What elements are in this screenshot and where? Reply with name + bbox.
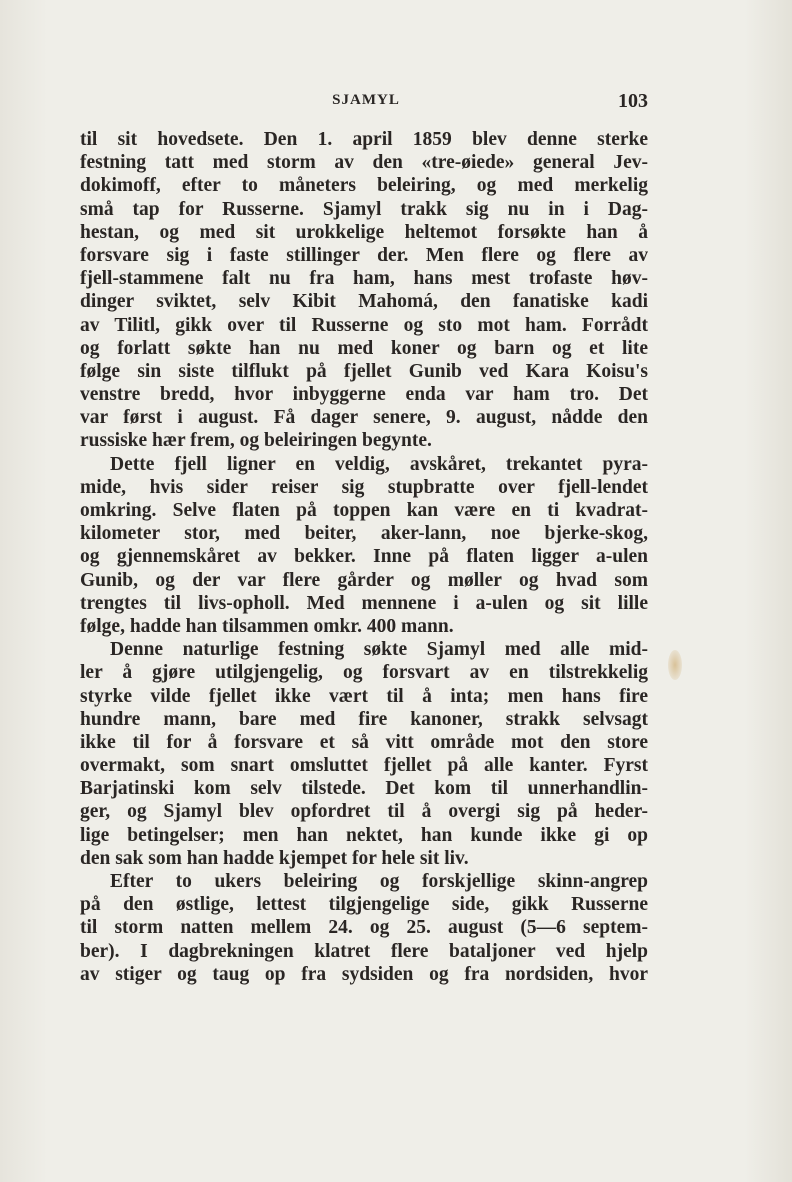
text-line: dinger sviktet, selv Kibit Mahomá, den fanatiske kadi — [80, 291, 648, 313]
text-line: følge, hadde han tilsammen omkr. 400 mann. — [80, 615, 454, 637]
text-line: til sit hovedsete. Den 1. april 1859 blev denne sterke — [80, 129, 648, 150]
text-line: ikke til for å forsvare et så vitt område mot den store — [80, 731, 648, 753]
text-line: og gjennemskåret av bekker. Inne på flaten ligger a-ulen — [80, 546, 648, 568]
text-line: av Tilitl, gikk over til Russerne og sto mot ham. Forrådt — [80, 314, 648, 336]
text-line: hundre mann, bare med fire kanoner, strakk selvsagt — [80, 708, 648, 730]
text-line: forsvare sig i faste stillinger der. Men flere og flere av — [80, 244, 648, 266]
text-line: til storm natten mellem 24. og 25. august (5—6 septem- — [80, 917, 648, 939]
text-line: små tap for Russerne. Sjamyl trakk sig nu in i Dag- — [80, 198, 648, 220]
text-line: Dette fjell ligner en veldig, avskåret, trekantet pyra- — [110, 453, 648, 475]
text-line: kilometer stor, med beiter, aker-lann, noe bjerke-skog, — [80, 523, 648, 545]
running-head: SJAMYL — [332, 92, 400, 108]
text-line: mide, hvis sider reiser sig stupbratte over fjell-lendet — [80, 476, 648, 498]
text-line: av stiger og taug op fra sydsiden og fra nordsiden, hvor — [80, 963, 648, 985]
text-line: trengtes til livs-opholl. Med mennene i a-ulen og sit lille — [80, 592, 648, 614]
text-line: på den østlige, lettest tilgjengelige side, gikk Russerne — [80, 894, 648, 916]
text-line: fjell-stammene falt nu fra ham, hans mest trofaste høv- — [80, 268, 648, 290]
text-line: styrke vilde fjellet ikke vært til å inta; men hans fire — [80, 685, 648, 707]
body-text — [80, 128, 648, 986]
text-line: Barjatinski kom selv tilstede. Det kom til unnerhandlin- — [80, 778, 648, 800]
text-line: følge sin siste tilflukt på fjellet Gunib ved Kara Koisu's — [80, 360, 648, 382]
text-line: ber). I dagbrekningen klatret flere bataljoner ved hjelp — [80, 940, 648, 962]
text-line: Gunib, og der var flere gårder og møller og hvad som — [80, 569, 648, 591]
page-header — [80, 90, 652, 120]
text-line: lige betingelser; men han nektet, han kunde ikke gi op — [80, 824, 648, 846]
text-line: Efter to ukers beleiring og forskjellige skinn-angrep — [110, 871, 648, 892]
text-line: Denne naturlige festning søkte Sjamyl med alle mid- — [110, 639, 648, 661]
text-line: russiske hær frem, og beleiringen begynte. — [80, 430, 432, 452]
page-number: 103 — [618, 90, 648, 112]
text-line: ger, og Sjamyl blev opfordret til å overgi sig på heder- — [80, 801, 648, 823]
text-line: var først i august. Få dager senere, 9. august, nådde den — [80, 407, 648, 429]
text-line: den sak som han hadde kjempet for hele sit liv. — [80, 847, 469, 869]
paper-stain — [668, 650, 682, 680]
text-line: ler å gjøre utilgjengelig, og forsvart av en tilstrekkelig — [80, 662, 648, 684]
text-line: overmakt, som snart omsluttet fjellet på alle kanter. Fyrst — [80, 755, 648, 777]
text-line: hestan, og med sit urokkelige heltemot forsøkte han å — [80, 221, 648, 243]
text-line: og forlatt søkte han nu med koner og barn og et lite — [80, 337, 648, 359]
text-line: dokimoff, efter to måneters beleiring, og med merkelig — [80, 175, 648, 197]
text-line: venstre bredd, hvor inbyggerne enda var ham tro. Det — [80, 384, 648, 406]
text-line: omkring. Selve flaten på toppen kan være en ti kvadrat- — [80, 500, 648, 521]
text-line: festning tatt med storm av den «tre-øiede» general Jev- — [80, 152, 648, 174]
